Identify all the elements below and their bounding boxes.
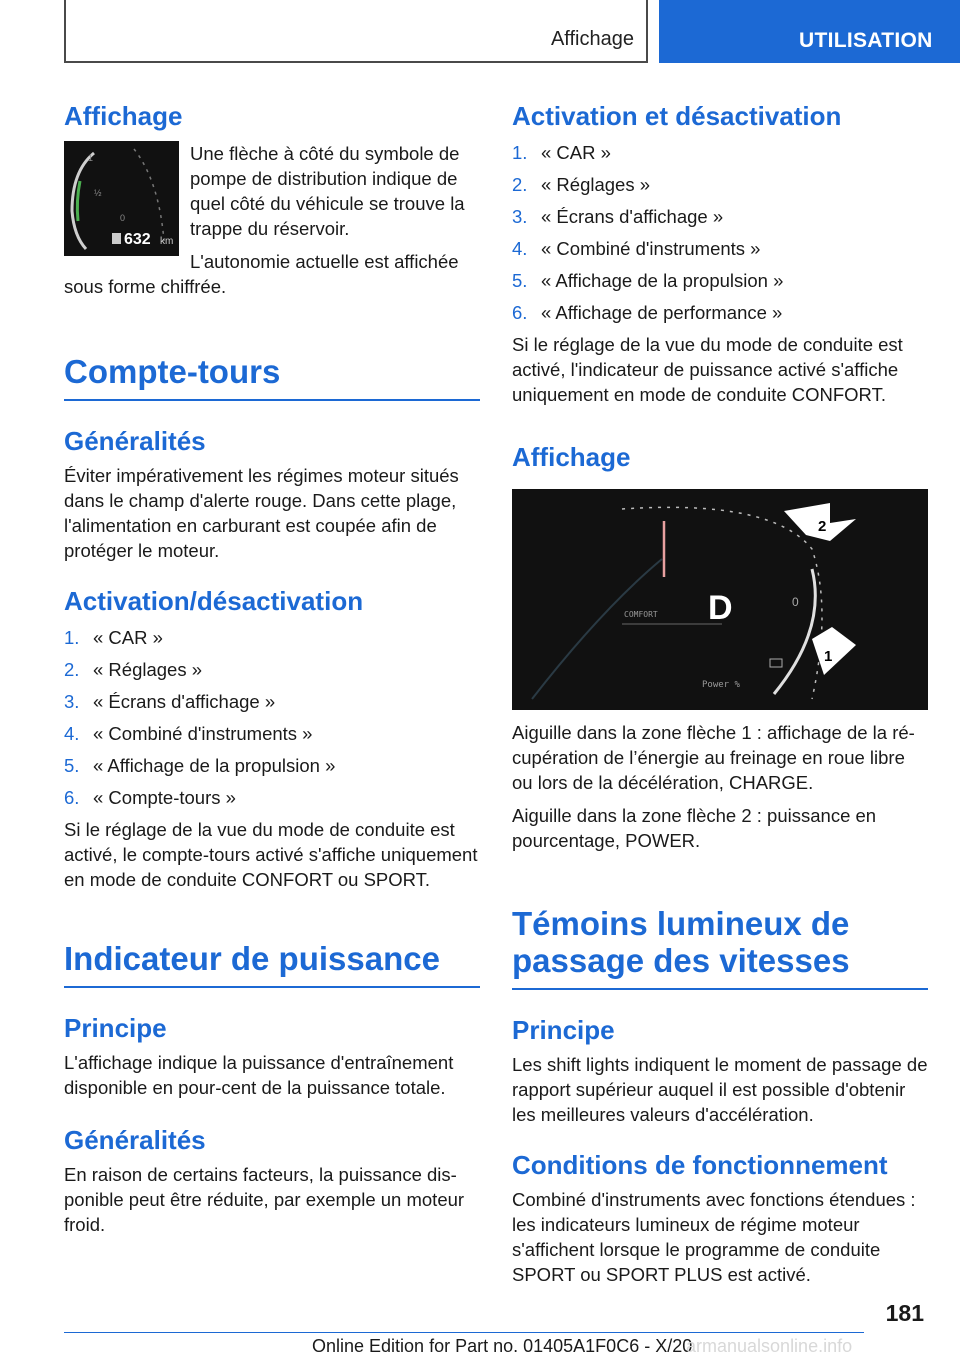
generalites-heading-2: Généralités	[64, 1125, 206, 1155]
compte-tours-note: Si le réglage de la vue du mode de conduite est activé, le compte-tours activé s'affiche uniquement en mode de conduite CONFORT ou SPORT.	[64, 819, 478, 890]
footer-edition: Online Edition for Part no. 01405A1F0C6 - X/20	[312, 1336, 693, 1356]
indicateur-heading: Indicateur de puissance	[64, 940, 480, 988]
activation-desactivation-heading: Activation et désactivation	[512, 101, 842, 131]
affichage-heading-right: Affichage	[512, 442, 631, 472]
gear-indicator: D	[708, 589, 733, 627]
temoins-heading-line2: passage des vitesses	[512, 942, 850, 979]
power-label: Power %	[702, 680, 740, 690]
generalites-heading: Généralités	[64, 426, 206, 456]
activation-heading: Activation/désactivation	[64, 586, 364, 616]
generalites-text-2: En raison de certains facteurs, la puissance disponible peut être réduite, par exemple un moteur froid.	[64, 1164, 465, 1235]
svg-text:1: 1	[88, 153, 94, 163]
list-item: 2. « Réglages »	[64, 659, 203, 680]
list-item: 6. « Compte-tours »	[64, 787, 236, 808]
footer-divider	[64, 1332, 864, 1333]
affichage-p1: Une flèche à côté du symbole de pompe de distribution indique de quel côté du véhicule se trouve la trappe du réservoir.	[190, 143, 465, 239]
arrow-2-label: 2	[818, 518, 827, 535]
list-item: 4. « Combiné d'instruments »	[512, 238, 761, 259]
left-column	[64, 100, 480, 1237]
list-item: 4. « Combiné d'instruments »	[64, 723, 313, 744]
affichage-right-p1: Aiguille dans la zone flèche 1 : affichage de la récupération de l’énergie au freinage en roue libre ou lors de la décélération, CHARGE.	[512, 722, 915, 793]
list-item: 1. « CAR »	[64, 627, 163, 648]
fuel-gauge-figure	[64, 141, 179, 256]
activation-steps	[64, 625, 480, 810]
list-item: 6. « Affichage de performance »	[512, 302, 783, 323]
page-number: 181	[885, 1300, 924, 1326]
zero-tick: 0	[792, 595, 799, 609]
svg-text:½: ½	[94, 188, 102, 198]
list-item: 1. « CAR »	[512, 142, 611, 163]
affichage-heading: Affichage	[64, 101, 183, 131]
principe-text-right: Les shift lights indiquent le moment de passage de rapport supérieur auquel il est possible d'obtenir les meilleures valeurs d'accélération.	[512, 1054, 928, 1125]
range-readout: 632	[124, 231, 151, 248]
activation-note: Si le réglage de la vue du mode de conduite est activé, l'indicateur de puissance activé s'affiche uniquement en mode de conduite CONFORT.	[512, 334, 903, 405]
conditions-heading: Conditions de fonctionnement	[512, 1150, 888, 1180]
arrow-1-label: 1	[824, 648, 833, 665]
list-item: 3. « Écrans d'affichage »	[64, 691, 276, 712]
compte-tours-heading: Compte-tours	[64, 353, 480, 401]
fuel-pump-icon	[112, 233, 121, 244]
principe-text: L'affichage indique la puissance d'entraînement disponible en pour-cent de la puissance totale.	[64, 1052, 454, 1098]
section-title: Affichage	[550, 28, 634, 50]
list-item: 2. « Réglages »	[512, 174, 651, 195]
page-header	[0, 0, 960, 66]
svg-text:0: 0	[120, 213, 126, 223]
fuel-gauge-block	[64, 141, 480, 299]
right-column	[512, 100, 928, 1287]
list-item: 5. « Affichage de la propulsion »	[512, 270, 784, 291]
temoins-heading-line1: Témoins lumineux de	[512, 905, 850, 942]
range-unit: km	[160, 236, 174, 247]
chapter-tab: UTILISATION	[659, 0, 960, 63]
generalites-text: Éviter impérativement les régimes moteur situés dans le champ d'alerte rouge. Dans cette plage, l'alimentation en carburant est coupée afin de protéger le moteur.	[64, 465, 459, 561]
activation-steps-right	[512, 140, 928, 325]
principe-heading: Principe	[64, 1013, 167, 1043]
list-item: 3. « Écrans d'affichage »	[512, 206, 724, 227]
affichage-p2: L'autonomie actuelle est affichée sous forme chiffrée.	[64, 251, 459, 297]
principe-heading-right: Principe	[512, 1015, 615, 1045]
section-header-box	[64, 0, 648, 63]
mode-label: COMFORT	[624, 610, 658, 619]
temoins-heading	[512, 905, 928, 990]
conditions-text: Combiné d'instruments avec fonctions étendues : les indicateurs lumineux de régime moteur s'affichent lorsque le programme de conduite SPORT ou SPORT PLUS est activé.	[512, 1189, 916, 1285]
list-item: 5. « Affichage de la propulsion »	[64, 755, 336, 776]
power-meter-figure	[512, 489, 928, 710]
watermark: armanualsonline.info	[686, 1336, 853, 1356]
affichage-right-p2: Aiguille dans la zone flèche 2 : puissance en pourcentage, POWER.	[512, 805, 877, 851]
